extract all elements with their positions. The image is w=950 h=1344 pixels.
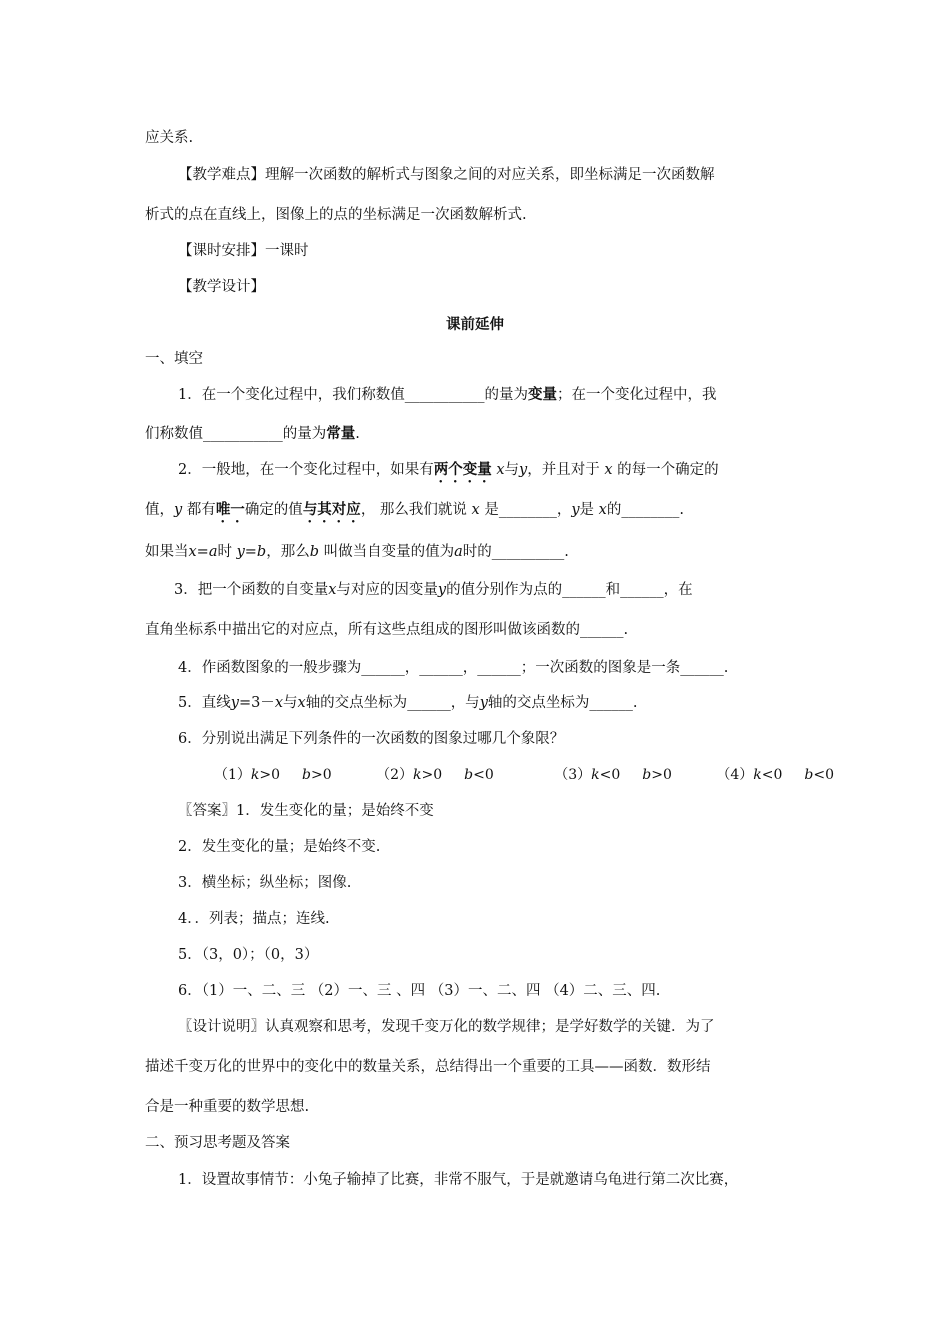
question-1-cont: 们称数值___________的量为常量. <box>145 426 360 442</box>
answer-blank[interactable]: __________ <box>491 544 565 560</box>
conditions-row <box>214 765 834 785</box>
section-title: 一、填空 <box>145 351 203 367</box>
text-line: 析式的点在直线上，图像上的点的坐标满足一次函数解析式. <box>145 207 527 223</box>
condition-2: （2）k>0 b<0 <box>376 767 494 783</box>
design-note-cont: 描述千变万化的世界中的变化中的数量关系，总结得出一个重要的工具——函数．数形结 <box>145 1059 711 1075</box>
answer-3: 3．横坐标；纵坐标；图像. <box>178 875 352 891</box>
answer-6: 6．（1）一、二、三 （2）一、三 、四 （3）一、二、四 （4）二、三、四. <box>178 983 661 999</box>
question-6: 6．分别说出满足下列条件的一次函数的图象过哪几个象限？ <box>178 731 565 747</box>
design-note: 〖设计说明〗认真观察和思考，发现千变万化的数学规律；是学好数学的关键．为了 <box>178 1019 715 1035</box>
text-line: 应关系. <box>145 130 194 146</box>
section-heading: 课前延伸 <box>446 317 504 333</box>
question-2-cont: 如果当x=a时 y=b，那么b 叫做当自变量的值为a时的__________. <box>145 544 569 560</box>
condition-3: （3）k<0 b>0 <box>554 767 672 783</box>
condition-1: （1）k>0 b>0 <box>214 767 332 783</box>
teaching-design: 【教学设计】 <box>178 279 265 295</box>
question-3: 3．把一个函数的自变量x与对应的因变量y的值分别作为点的______和______，在 <box>174 582 693 598</box>
answer-blank[interactable]: ______ <box>562 582 606 598</box>
answer-blank[interactable]: ___________ <box>404 387 485 403</box>
answer-blank[interactable]: ________ <box>498 502 557 518</box>
question-2: 2．一般地，在一个变化过程中，如果有两个变量 x与y，并且对于 x 的每一个确定的 <box>178 462 719 478</box>
answer-2: 2．发生变化的量；是始终不变. <box>178 839 381 855</box>
question-5: 5．直线y=3－x与x轴的交点坐标为______，与y轴的交点坐标为______. <box>178 695 638 711</box>
answer-5: 5．（3，0）；（0，3） <box>178 947 319 963</box>
question-2-cont: 值，y 都有唯一确定的值与其对应， 那么我们就说 x 是________，y是 x的________. <box>145 502 684 518</box>
question-1: 1．在一个变化过程中，我们称数值___________的量为变量；在一个变化过程中，我 <box>178 387 717 403</box>
answer-blank[interactable]: ________ <box>621 502 680 518</box>
condition-4: （4）k<0 b<0 <box>716 767 834 783</box>
question-4: 4．作函数图象的一般步骤为______，______，______；一次函数的图象是一条______. <box>178 660 729 676</box>
answer-blank[interactable]: ______ <box>361 660 405 676</box>
answer-blank[interactable]: ______ <box>620 582 664 598</box>
answer-blank[interactable]: ______ <box>477 660 521 676</box>
answer-blank[interactable]: ______ <box>419 660 463 676</box>
answer-blank[interactable]: ______ <box>407 695 451 711</box>
answer-blank[interactable]: ______ <box>580 622 624 638</box>
answer-blank[interactable]: ______ <box>589 695 633 711</box>
answer-1: 〖答案〗1．发生变化的量；是始终不变 <box>178 803 434 819</box>
question-3-cont: 直角坐标系中描出它的对应点，所有这些点组成的图形叫做该函数的______. <box>145 622 629 638</box>
answer-blank[interactable]: ______ <box>680 660 724 676</box>
section-title: 二、预习思考题及答案 <box>145 1135 290 1151</box>
teaching-difficulty: 【教学难点】理解一次函数的解析式与图象之间的对应关系，即坐标满足一次函数解 <box>178 167 715 183</box>
lesson-schedule: 【课时安排】一课时 <box>178 243 309 259</box>
answer-blank[interactable]: ___________ <box>203 426 283 442</box>
story-setup: 1．设置故事情节：小兔子输掉了比赛，非常不服气，于是就邀请乌龟进行第二次比赛， <box>178 1172 739 1188</box>
answer-4: 4．．列表；描点；连线. <box>178 911 330 927</box>
design-note-cont: 合是一种重要的数学思想. <box>145 1099 310 1115</box>
